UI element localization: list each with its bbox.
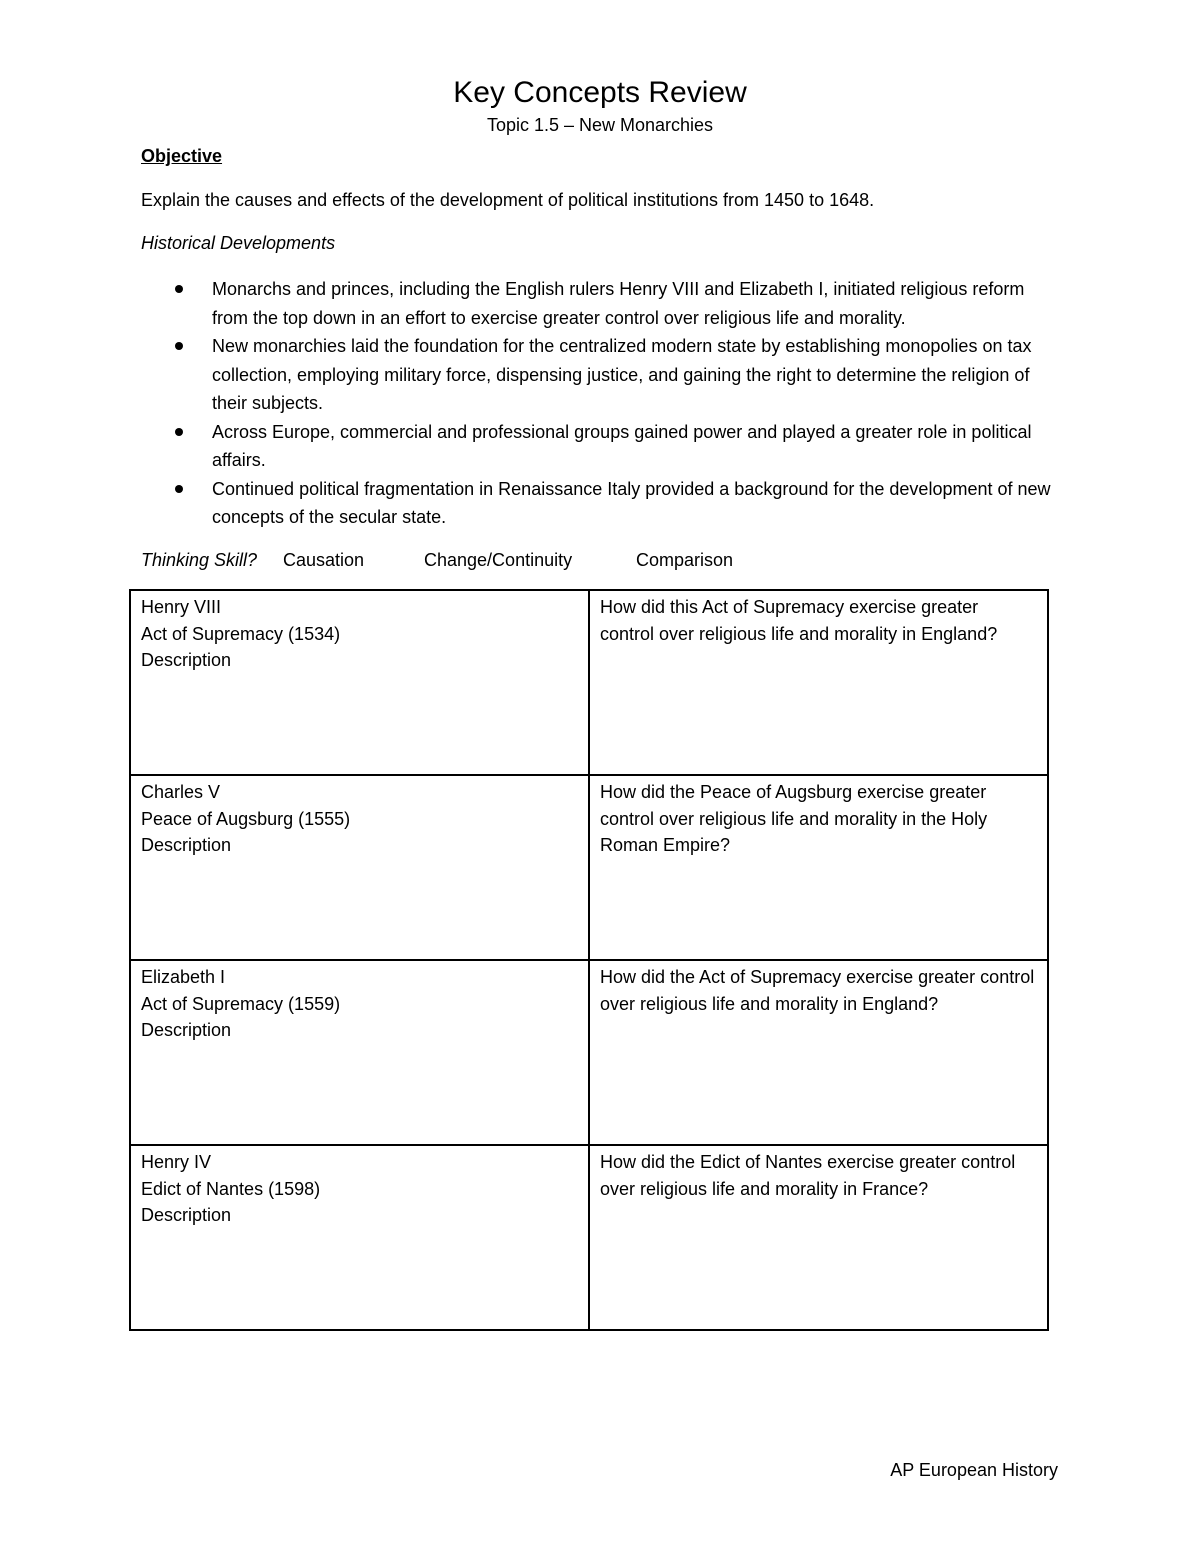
question-text: How did the Edict of Nantes exercise greater control over religious life and morality in France? bbox=[600, 1152, 1016, 1199]
answer-cell[interactable] bbox=[130, 775, 589, 960]
ruler-name: Henry IV bbox=[141, 1152, 212, 1172]
footer-course-name: AP European History bbox=[890, 1460, 1058, 1480]
thinking-skill-label: Thinking Skill? bbox=[141, 550, 258, 570]
list-item bbox=[141, 418, 1061, 475]
list-item bbox=[141, 275, 1061, 332]
objective-heading: Objective bbox=[141, 146, 223, 166]
ruler-name: Henry VIII bbox=[141, 597, 222, 617]
description-label: Description bbox=[141, 1020, 232, 1040]
description-label: Description bbox=[141, 1205, 232, 1225]
skill-option-causation: Causation bbox=[283, 550, 365, 570]
answer-cell[interactable] bbox=[130, 590, 589, 775]
historical-developments-list bbox=[141, 275, 1061, 532]
question-cell[interactable] bbox=[589, 590, 1048, 775]
description-label: Description bbox=[141, 650, 232, 670]
thinking-skill-line bbox=[141, 547, 734, 573]
table-row bbox=[130, 590, 1048, 775]
skill-option-change-continuity: Change/Continuity bbox=[424, 550, 573, 570]
answer-cell[interactable] bbox=[130, 1145, 589, 1330]
act-name: Edict of Nantes (1598) bbox=[141, 1178, 321, 1199]
table-row bbox=[130, 775, 1048, 960]
ruler-name: Charles V bbox=[141, 782, 221, 802]
objective-text: Explain the causes and effects of the development of political institutions from 1450 to 1648. bbox=[141, 190, 875, 210]
question-text: How did the Peace of Augsburg exercise greater control over religious life and morality in the Holy Roman Empire? bbox=[600, 782, 988, 855]
act-name: Peace of Augsburg (1555) bbox=[141, 808, 351, 829]
list-item bbox=[141, 475, 1061, 532]
question-cell[interactable] bbox=[589, 1145, 1048, 1330]
table-row bbox=[130, 960, 1048, 1145]
bullet-icon bbox=[175, 485, 183, 493]
ruler-name: Elizabeth I bbox=[141, 967, 226, 987]
question-cell[interactable] bbox=[589, 775, 1048, 960]
bullet-icon bbox=[175, 285, 183, 293]
act-name: Act of Supremacy (1559) bbox=[141, 993, 341, 1014]
page-title: Key Concepts Review bbox=[453, 76, 747, 109]
description-label: Description bbox=[141, 835, 232, 855]
list-item bbox=[141, 332, 1061, 418]
question-text: How did the Act of Supremacy exercise greater control over religious life and morality in England? bbox=[600, 967, 1035, 1014]
page-subtitle: Topic 1.5 – New Monarchies bbox=[486, 115, 714, 135]
act-name: Act of Supremacy (1534) bbox=[141, 623, 341, 644]
question-cell[interactable] bbox=[589, 960, 1048, 1145]
answer-cell[interactable] bbox=[130, 960, 589, 1145]
list-item-text: Continued political fragmentation in Renaissance Italy provided a background for the development of new concepts of the secular state. bbox=[212, 478, 1051, 527]
list-item-text: Monarchs and princes, including the English rulers Henry VIII and Elizabeth I, initiated religious reform from the top down in an effort to exercise greater control over religious life and morality. bbox=[212, 279, 1025, 328]
table-row bbox=[130, 1145, 1048, 1330]
skill-option-comparison: Comparison bbox=[636, 550, 734, 570]
question-text: How did this Act of Supremacy exercise greater control over religious life and morality in England? bbox=[600, 597, 998, 644]
list-item-text: Across Europe, commercial and professional groups gained power and played a greater role in political affairs. bbox=[212, 421, 1032, 470]
worksheet-table bbox=[129, 589, 1049, 1331]
bullet-icon bbox=[175, 428, 183, 436]
bullet-icon bbox=[175, 342, 183, 350]
historical-developments-heading: Historical Developments bbox=[141, 233, 336, 253]
list-item-text: New monarchies laid the foundation for the centralized modern state by establishing monopolies on tax collection, employing military force, dispensing justice, and gaining the right to determine the religion of their subjects. bbox=[212, 336, 1032, 413]
